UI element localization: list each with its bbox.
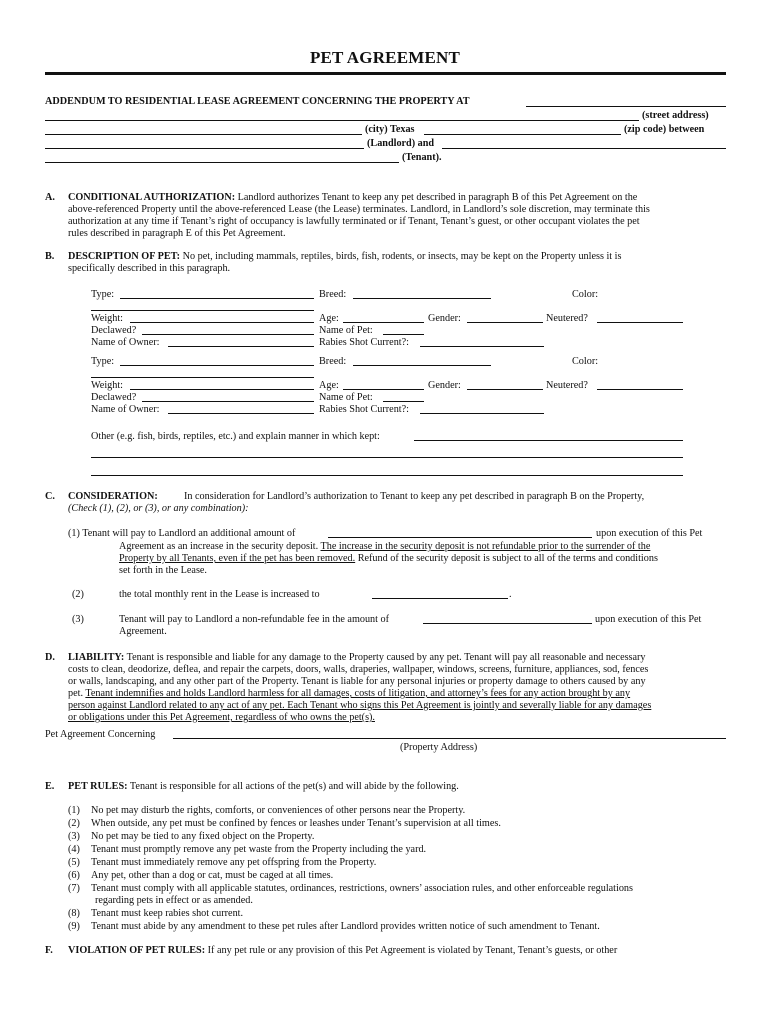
tenant-field-a[interactable] <box>442 148 726 149</box>
pet1-name-label: Name of Pet: <box>319 325 373 336</box>
document-title: PET AGREEMENT <box>309 48 461 67</box>
pet2-name-field[interactable] <box>383 401 424 402</box>
pet1-type-label: Type: <box>91 289 115 300</box>
section-d-line2: costs to clean, deodorize, deflea, and repair the carpets, doors, walls, draperies, wallpaper, windows, screens, furniture, appliances, sod, fences <box>68 664 649 675</box>
section-b-heading: DESCRIPTION OF PET: <box>68 251 181 262</box>
rule-text: Tenant must promptly remove any pet waste from the Property including the yard. <box>91 844 427 855</box>
section-a-line3: authorization at any time if Tenant’s right of occupancy is lawfully terminated or if Tenant, Tenant’s guest, or other occupant violates the pet <box>68 216 640 227</box>
rule-text: Tenant must immediately remove any pet offspring from the Property. <box>91 857 377 868</box>
pet2-age-label: Age: <box>319 380 339 391</box>
pet1-age-field[interactable] <box>343 322 424 323</box>
rule-text: Tenant must keep rabies shot current. <box>91 908 244 919</box>
street-address-field[interactable] <box>45 120 639 121</box>
section-d-line1 <box>68 652 646 664</box>
pet2-weight-field[interactable] <box>130 389 314 390</box>
section-a-line1 <box>68 192 726 204</box>
rule-text: Tenant must abide by any amendment to these pet rules after Landlord provides written notice of such amendment to Tenant. <box>91 921 600 932</box>
pet1-declawed-label: Declawed? <box>91 325 137 336</box>
rule-num: (8) <box>68 908 80 919</box>
pet1-weight-label: Weight: <box>91 313 123 324</box>
section-d-line4 <box>68 688 630 700</box>
section-c-heading: CONSIDERATION: <box>68 491 158 502</box>
option3-num: (3) <box>72 614 84 625</box>
rule-text: No pet may be tied to any fixed object on the Property. <box>91 831 315 842</box>
rule-num: (7) <box>68 883 80 894</box>
pet2-owner-label: Name of Owner: <box>91 404 160 415</box>
section-d-text1: Tenant is responsible and liable for any damage to the Property caused by any pet. Tenant will pay all reasonable and necessary <box>126 652 646 663</box>
rule-num: (6) <box>68 870 80 881</box>
pet2-neutered-field[interactable] <box>597 389 683 390</box>
property-address-field[interactable] <box>526 106 726 107</box>
pet2-color-label: Color: <box>572 356 599 367</box>
section-d-line6: or obligations under this Pet Agreement, regardless of who owns the pet(s). <box>68 712 375 723</box>
option2-text: the total monthly rent in the Lease is increased to <box>119 589 320 600</box>
rule-text: regarding pets in effect or as amended. <box>95 895 253 906</box>
section-d-letter: D. <box>45 652 55 663</box>
pet2-name-label: Name of Pet: <box>319 392 373 403</box>
option2-end: . <box>509 589 512 600</box>
rule-text: No pet may disturb the rights, comforts, or conveniences of other persons near the Property. <box>91 805 466 816</box>
pet1-color-label: Color: <box>572 289 599 300</box>
section-b-line2: specifically described in this paragraph. <box>68 263 231 274</box>
rule-num: (1) <box>68 805 80 816</box>
pet1-type-field[interactable] <box>120 298 314 299</box>
rule-num: (9) <box>68 921 80 932</box>
option3-line2: Agreement. <box>119 626 167 637</box>
section-d-line4-a: pet. <box>68 688 83 699</box>
pet1-gender-field[interactable] <box>467 322 543 323</box>
pet2-breed-field[interactable] <box>353 365 491 366</box>
property-address-caption: (Property Address) <box>400 742 478 753</box>
rule-text: Any pet, other than a dog or cat, must be caged at all times. <box>91 870 334 881</box>
section-c-line2: (Check (1), (2), or (3), or any combination): <box>68 503 249 514</box>
section-a-line2: above-referenced Property until the above-referenced Lease (the Lease) terminates. Landlord, in Landlord’s sole discretion, may terminate this <box>68 204 650 215</box>
section-e-line1 <box>68 781 459 793</box>
pet2-type-label: Type: <box>91 356 115 367</box>
rule-num: (3) <box>68 831 80 842</box>
pet2-weight-label: Weight: <box>91 380 123 391</box>
section-d-line5: person against Landlord related to any act of any pet. Each Tenant who signs this Pet Agreement is jointly and severally liable for any damages <box>68 700 652 711</box>
zip-code-label: (zip code) between <box>624 124 705 135</box>
option2-num: (2) <box>72 589 84 600</box>
section-d-heading: LIABILITY: <box>68 652 125 663</box>
pet2-declawed-field[interactable] <box>142 401 314 402</box>
rule-text: Tenant must comply with all applicable statutes, ordinances, restrictions, owners’ association rules, and other enforceable regulations <box>91 883 633 894</box>
section-c-line1: In consideration for Landlord’s authorization to Tenant to keep any pet described in paragraph B on the Property, <box>184 491 645 502</box>
pet1-weight-field[interactable] <box>130 322 314 323</box>
header-line1: ADDENDUM TO RESIDENTIAL LEASE AGREEMENT CONCERNING THE PROPERTY AT <box>45 96 470 107</box>
option3-tail: upon execution of this Pet <box>595 614 702 625</box>
city-field[interactable] <box>45 134 362 135</box>
option1-line3 <box>119 553 658 565</box>
zip-code-field[interactable] <box>424 134 621 135</box>
section-e-letter: E. <box>45 781 55 792</box>
section-a-letter: A. <box>45 192 55 203</box>
option1-tail: upon execution of this Pet <box>596 528 703 539</box>
pet1-neutered-field[interactable] <box>597 322 683 323</box>
pet2-rabies-field[interactable] <box>420 413 544 414</box>
pet1-neutered-label: Neutered? <box>546 313 588 324</box>
rule-num: (4) <box>68 844 80 855</box>
rule-num: (5) <box>68 857 80 868</box>
option1-lead: (1) Tenant will pay to Landlord an additional amount of <box>68 528 296 539</box>
pet2-neutered-label: Neutered? <box>546 380 588 391</box>
pet2-gender-field[interactable] <box>467 389 543 390</box>
pet2-gender-label: Gender: <box>428 380 461 391</box>
other-pets-label: Other (e.g. fish, birds, reptiles, etc.) and explain manner in which kept: <box>91 431 380 442</box>
section-a-heading: CONDITIONAL AUTHORIZATION: <box>68 192 236 203</box>
pet1-type-field-2[interactable] <box>91 310 314 311</box>
section-f-letter: F. <box>45 945 53 956</box>
concerning-address-field[interactable] <box>173 738 726 739</box>
rule-text: When outside, any pet must be confined by fences or leashes under Tenant’s supervision at all times. <box>91 818 501 829</box>
pet2-breed-label: Breed: <box>319 356 347 367</box>
pet2-rabies-label: Rabies Shot Current?: <box>319 404 409 415</box>
tenant-field-b[interactable] <box>45 162 399 163</box>
section-a-text1: Landlord authorizes Tenant to keep any pet described in paragraph B of this Pet Agreement on the <box>237 192 638 203</box>
pet1-rabies-label: Rabies Shot Current?: <box>319 337 409 348</box>
section-e-intro: Tenant is responsible for all actions of the pet(s) and will abide by the following. <box>129 781 459 792</box>
option1-line2-a: Agreement as an increase in the security deposit. <box>119 541 319 552</box>
section-a-line4: rules described in paragraph E of this Pet Agreement. <box>68 228 286 239</box>
pet1-name-field[interactable] <box>383 334 424 335</box>
pet1-declawed-field[interactable] <box>142 334 314 335</box>
option3-text: Tenant will pay to Landlord a non-refundable fee in the amount of <box>119 614 390 625</box>
option1-line3-a: Property by all Tenants, even if the pet has been removed. <box>119 553 356 564</box>
pet1-owner-field[interactable] <box>168 346 314 347</box>
option1-line4: set forth in the Lease. <box>119 565 207 576</box>
pet1-rabies-field[interactable] <box>420 346 544 347</box>
landlord-field[interactable] <box>45 148 364 149</box>
option1-line2 <box>119 541 650 553</box>
option3-fee-field[interactable] <box>423 623 592 624</box>
option1-amount-field[interactable] <box>328 537 592 538</box>
tenant-label: (Tenant). <box>402 152 442 163</box>
option1-line2-b: The increase in the security deposit is not refundable prior to the <box>320 541 584 552</box>
pet2-owner-field[interactable] <box>168 413 314 414</box>
landlord-and-label: (Landlord) and <box>367 138 435 149</box>
option2-rent-field[interactable] <box>372 598 508 599</box>
pet1-owner-label: Name of Owner: <box>91 337 160 348</box>
concerning-label: Pet Agreement Concerning <box>45 729 156 740</box>
section-f-line1 <box>68 945 617 957</box>
pet2-age-field[interactable] <box>343 389 424 390</box>
section-d-line3: or walls, landscaping, and any other part of the Property. Tenant is liable for any personal injuries or property damage to others caused by any <box>68 676 646 687</box>
section-b-text1: No pet, including mammals, reptiles, birds, fish, rodents, or insects, may be kept on the Property unless it is <box>182 251 622 262</box>
section-d-line4-b: Tenant indemnifies and holds Landlord harmless for all damages, costs of litigation, and attorney’s fees for any action brought by any <box>85 688 631 699</box>
section-e-heading: PET RULES: <box>68 781 128 792</box>
pet1-gender-label: Gender: <box>428 313 461 324</box>
section-b-line1 <box>68 251 621 263</box>
pet1-breed-label: Breed: <box>319 289 347 300</box>
section-c-letter: C. <box>45 491 55 502</box>
pet2-type-field[interactable] <box>120 365 314 366</box>
section-f-heading: VIOLATION OF PET RULES: <box>68 945 206 956</box>
pet1-breed-field[interactable] <box>353 298 491 299</box>
title-rule <box>45 72 726 75</box>
section-b-letter: B. <box>45 251 55 262</box>
option1-line2-c: surrender of the <box>585 541 651 552</box>
rule-num: (2) <box>68 818 80 829</box>
pet2-type-field-2[interactable] <box>91 377 314 378</box>
option1-line3-b: Refund of the security deposit is subject to all of the terms and conditions <box>357 553 658 564</box>
city-texas-label: (city) Texas <box>365 124 415 135</box>
other-pets-field-2[interactable] <box>91 457 683 458</box>
other-pets-field-1[interactable] <box>414 440 683 441</box>
pet1-age-label: Age: <box>319 313 339 324</box>
pet2-declawed-label: Declawed? <box>91 392 137 403</box>
section-f-text1: If any pet rule or any provision of this Pet Agreement is violated by Tenant, Tenant’s guests, or other <box>207 945 618 956</box>
other-pets-field-3[interactable] <box>91 475 683 476</box>
street-address-label: (street address) <box>642 110 709 121</box>
